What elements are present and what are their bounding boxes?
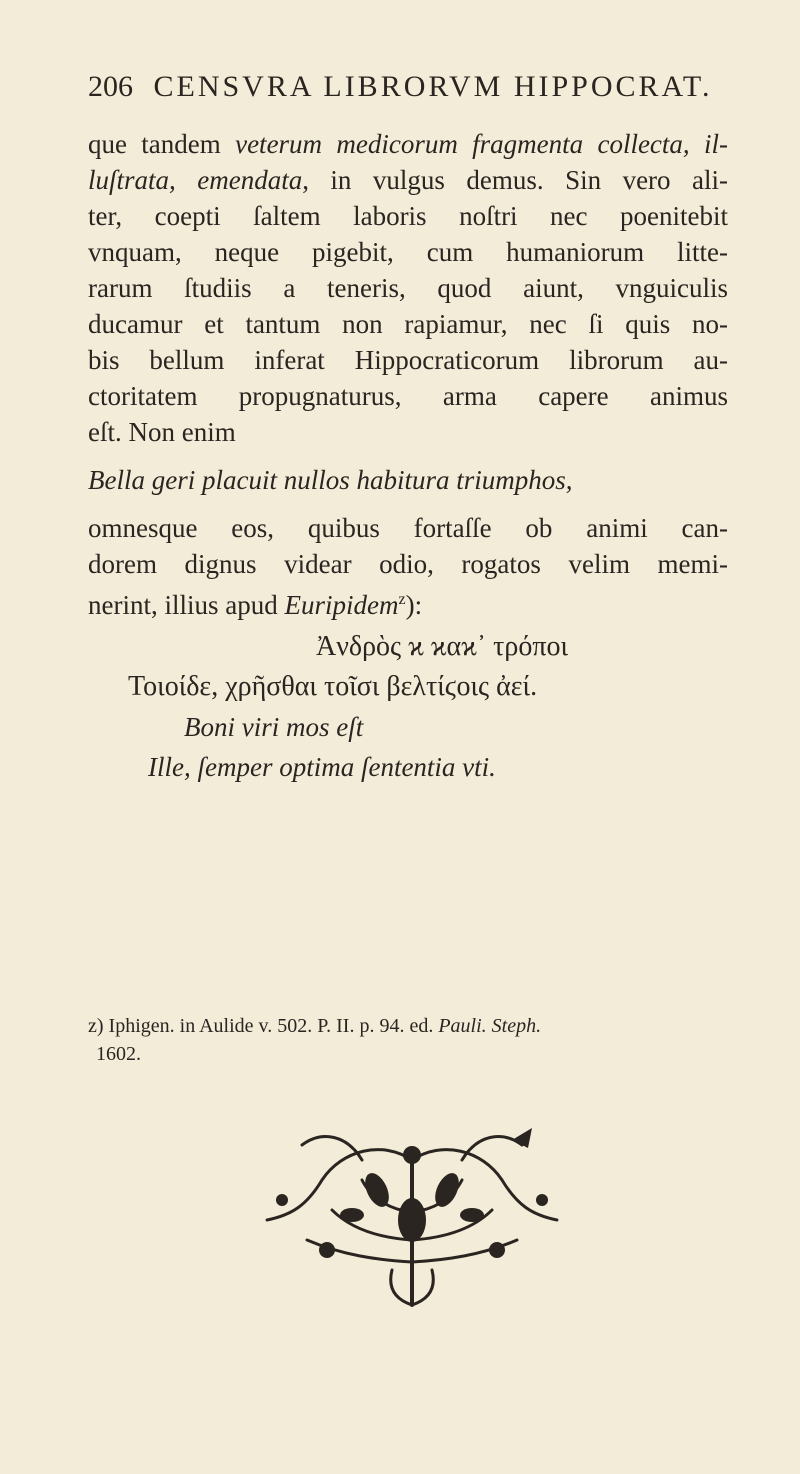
text-span: que tandem	[88, 129, 236, 159]
text-line	[88, 126, 728, 162]
footnote-marker: z	[398, 591, 406, 608]
footnote	[88, 1012, 728, 1068]
italic-span: Euripidem	[284, 590, 399, 620]
running-title: CENSVRA LIBRORVM HIPPOCRAT.	[153, 70, 713, 103]
verse-line: Ille, ſemper optima ſententia vti.	[148, 752, 496, 782]
verse-line: Boni viri mos eſt	[184, 712, 364, 742]
running-header	[88, 70, 712, 104]
text-line: omnesque eos, quibus fortaſſe ob animi can-	[88, 513, 728, 543]
page-number: 206	[88, 70, 133, 103]
text-line: ducamur et tantum non rapiamur, nec ſi quis no-	[88, 309, 728, 339]
footnote-line	[88, 1012, 728, 1040]
verse-line: Bella geri placuit nullos habitura triumphos,	[88, 465, 573, 495]
text-line: dorem dignus videar odio, rogatos velim memi-	[88, 549, 728, 579]
text-span: ):	[405, 590, 423, 620]
text-line	[88, 582, 728, 623]
text-line: eſt. Non enim	[88, 417, 236, 447]
italic-span: veterum medicorum fragmenta collecta, il-	[235, 129, 728, 159]
printers-ornament-icon	[212, 1120, 612, 1320]
main-text	[88, 126, 728, 785]
text-line: ctoritatem propugnaturus, arma capere animus	[88, 381, 728, 411]
text-span: , in vulgus demus. Sin vero ali-	[302, 165, 728, 195]
text-line: vnquam, neque pigebit, cum humaniorum litte-	[88, 237, 728, 267]
text-line: ter, coepti ſaltem laboris noſtri nec poenitebit	[88, 201, 728, 231]
text-line: bis bellum inferat Hippocraticorum librorum au-	[88, 345, 728, 375]
text-span: nerint, illius apud	[88, 590, 285, 620]
text-line: rarum ſtudiis a teneris, quod aiunt, vnguiculis	[88, 273, 728, 303]
footnote-italic: Pauli. Steph.	[438, 1015, 542, 1037]
greek-verse-line: Ἀνδρὸς ϰ ϰαϰ᾽ τρόποι	[316, 631, 569, 662]
italic-span: luſtrata, emendata	[88, 165, 303, 195]
footnote-line: 1602.	[96, 1043, 141, 1065]
greek-verse-line: Τοιοίδε, χρῆσθαι τοῖσι βελτίϛοις ἀεί.	[128, 671, 538, 702]
text-line	[88, 162, 728, 198]
footnote-text: z) Iphigen. in Aulide v. 502. P. II. p. 94. ed.	[88, 1015, 439, 1037]
